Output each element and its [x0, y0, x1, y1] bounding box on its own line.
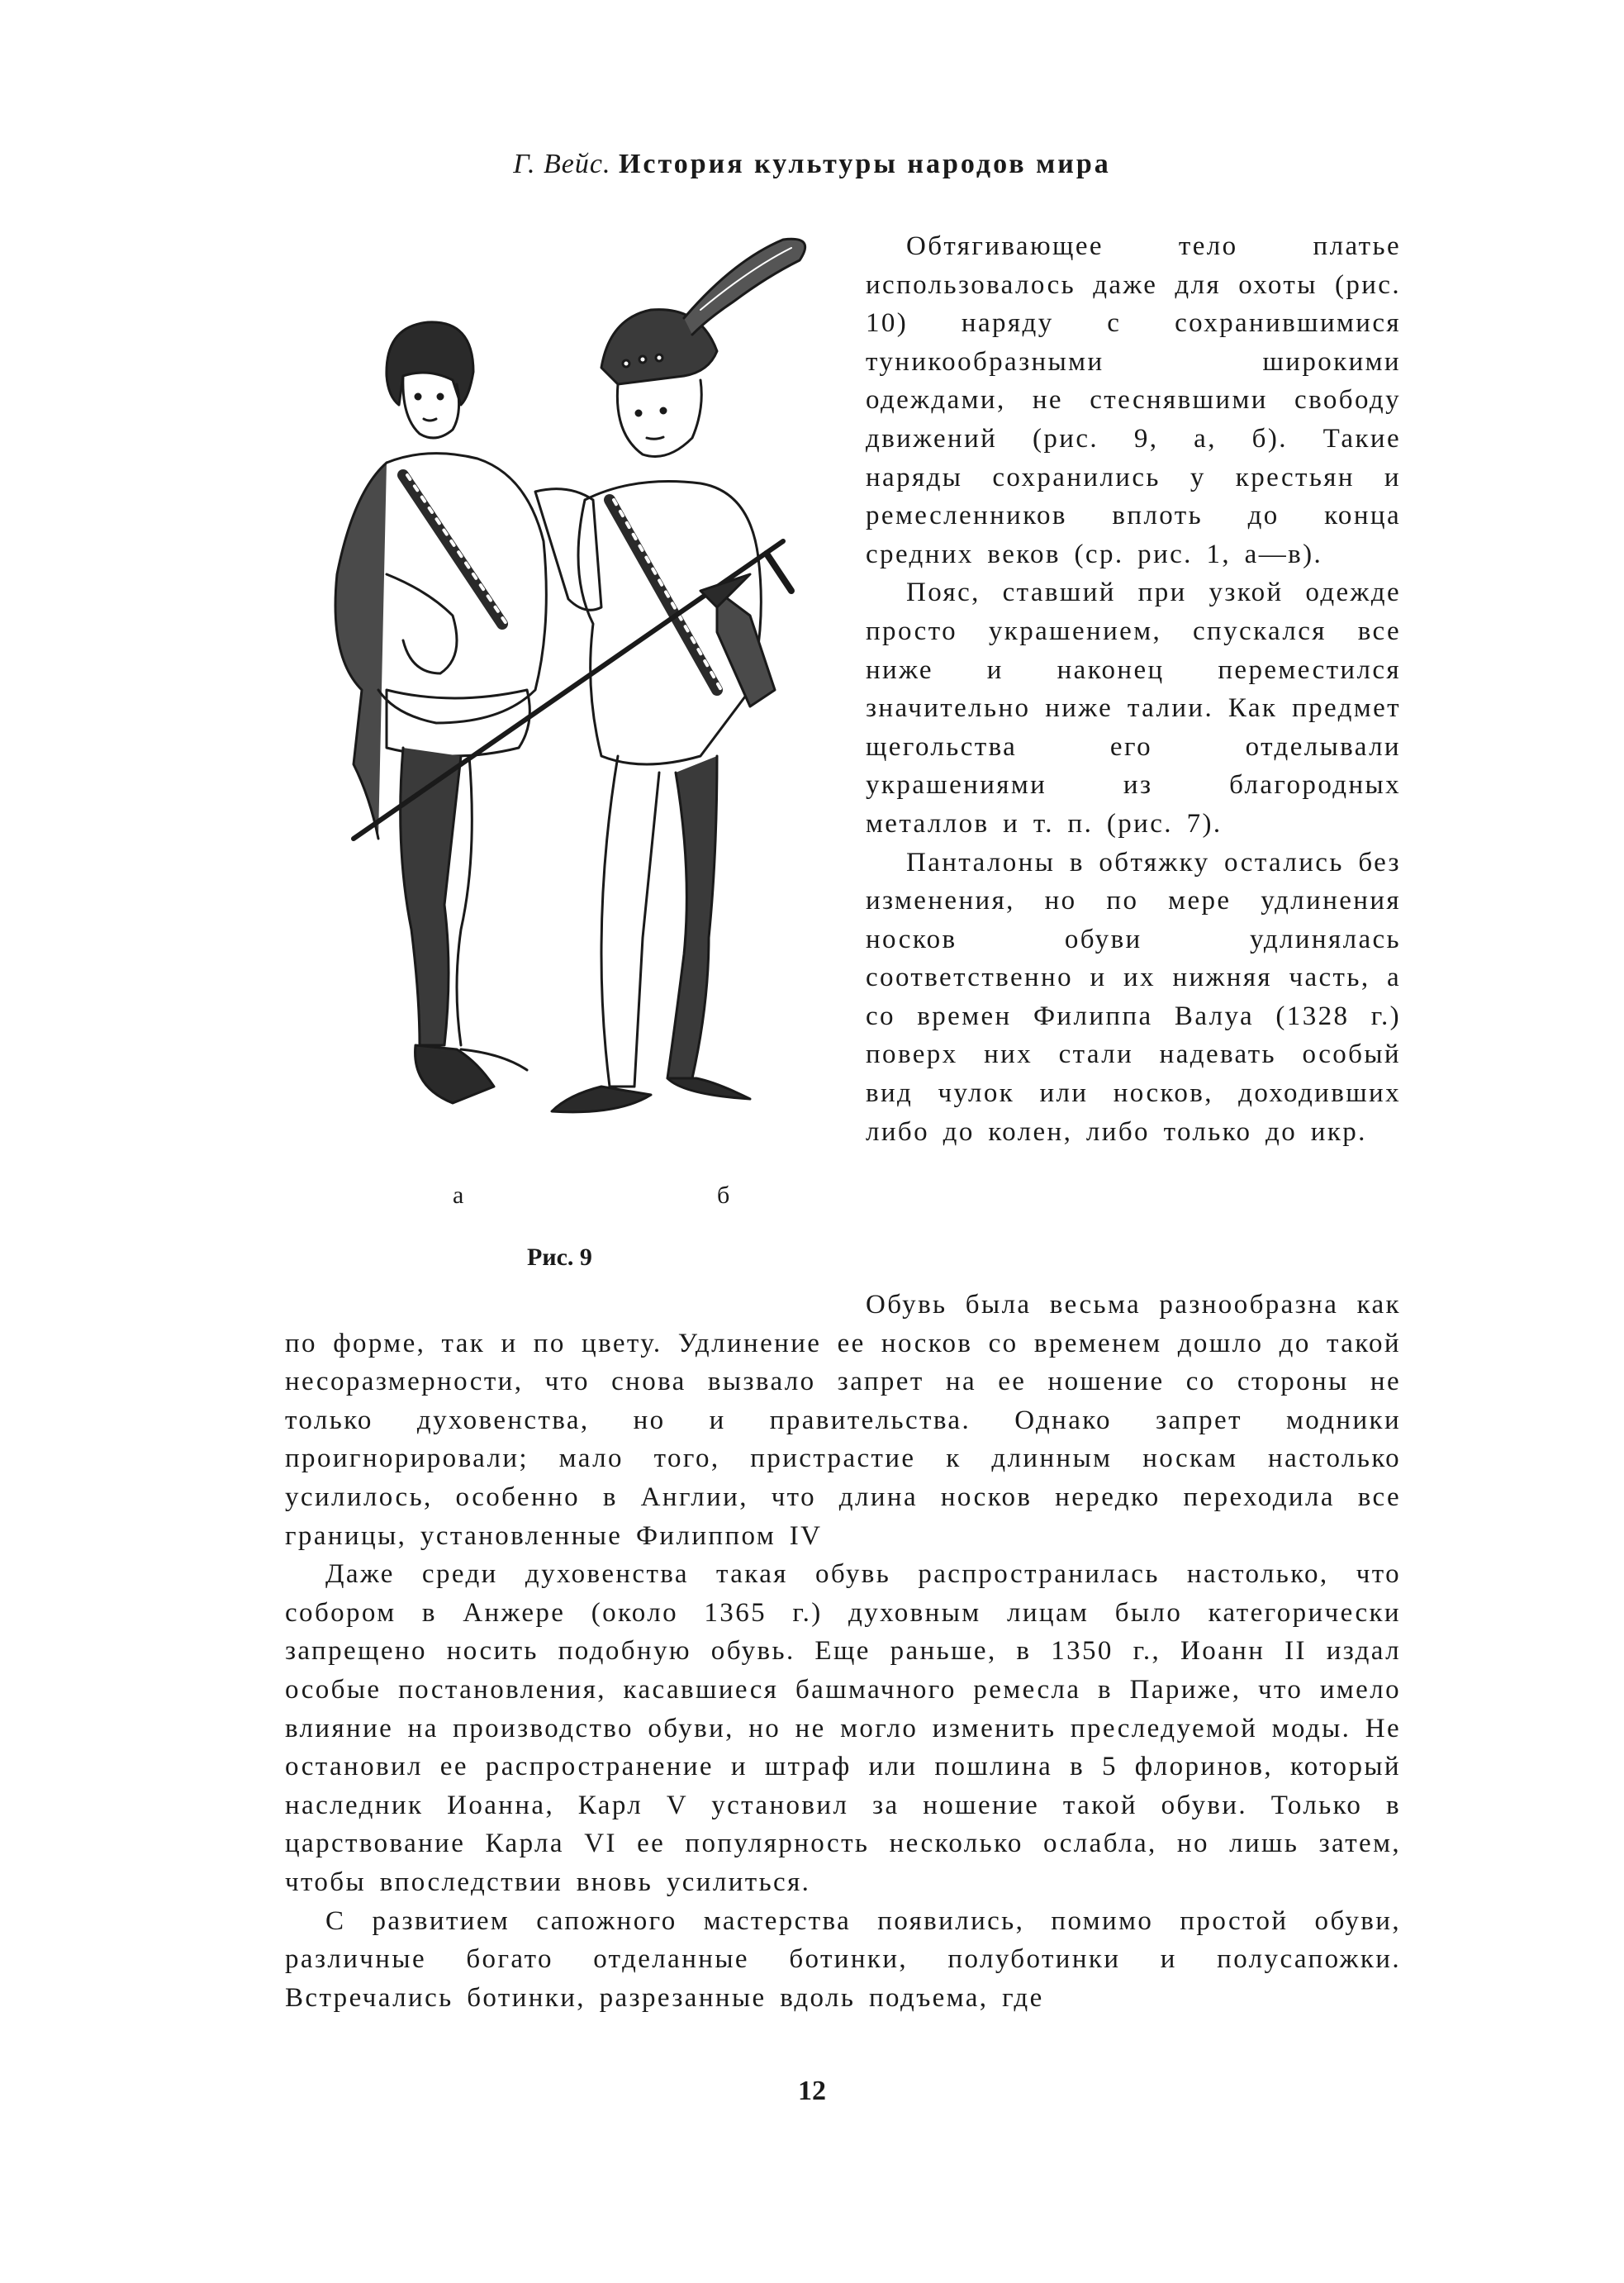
figure-label-a: а	[453, 1182, 464, 1209]
paragraph: Обтягивающее тело платье использовалось даже для охоты (рис. 10) наряду с сохранившимися туникообразными широкими одеждами, не стеснявшими свободу движений (рис. 9, а, б). Такие наряды сохранились у крестьян и ремесленников вплоть до конца средних веков (ср. рис. 1, а—в).	[866, 231, 1401, 569]
full-width-text	[285, 1286, 1401, 2017]
paragraph: Панталоны в обтяжку остались без изменения, но по мере удлинения носков обуви удлинялась соответственно и их нижняя часть, а со времен Филиппа Валуа (1328 г.) поверх них стали надевать особый вид чулок или носков, доходивших либо до колен, либо только до икр.	[866, 847, 1401, 1147]
figure-caption: Рис. 9	[527, 1244, 592, 1271]
page-number: 12	[798, 2076, 826, 2106]
running-header	[0, 149, 1624, 180]
paragraph: С развитием сапожного мастерства появились, помимо простой обуви, различные богато отделанные ботинки, полуботинки и полусапожки. Встречались ботинки, разрезанные вдоль подъема, где	[285, 1905, 1401, 2013]
figure-illustration	[287, 227, 849, 1219]
paragraph: Обувь была весьма разнообразна как по форме, так и по цвету. Удлинение ее носков со временем дошло до такой несоразмерности, что снова вызвало запрет на ее ношение со стороны не только духовенства, но и правительства. Однако запрет модники проигнорировали; мало того, пристрастие к длинным носкам настолько усилилось, особенно в Англии, что длина носков нередко переходила все границы, установленные Филиппом IV	[285, 1290, 1401, 1551]
header-author: Г. Вейс.	[513, 149, 611, 179]
paragraph: Пояс, ставший при узкой одежде просто украшением, спускался все ниже и наконец переместился значительно ниже талии. Как предмет щегольства его отделывали украшениями из благородных металлов и т. п. (рис. 7).	[866, 578, 1401, 839]
header-title: История культуры народов мира	[618, 149, 1111, 179]
right-column-text	[866, 227, 1401, 1151]
paragraph: Даже среди духовенства такая обувь распространилась настолько, что собором в Анжере (около 1365 г.) духовным лицам было категорически запрещено носить подобную обувь. Еще раньше, в 1350 г., Иоанн II издал особые постановления, касавшиеся башмачного ремесла в Париже, что имело влияние на производство обуви, но не могло изменить преследуемой моды. Не остановил ее распространение и штраф или пошлина в 5 флоринов, который наследник Иоанна, Карл V установил за ношение такой обуви. Только в царствование Карла VI ее популярность несколько ослабла, но лишь затем, чтобы впоследствии вновь усилиться.	[285, 1559, 1401, 1897]
figure-label-b: б	[717, 1182, 730, 1209]
figure-9	[287, 227, 849, 1301]
